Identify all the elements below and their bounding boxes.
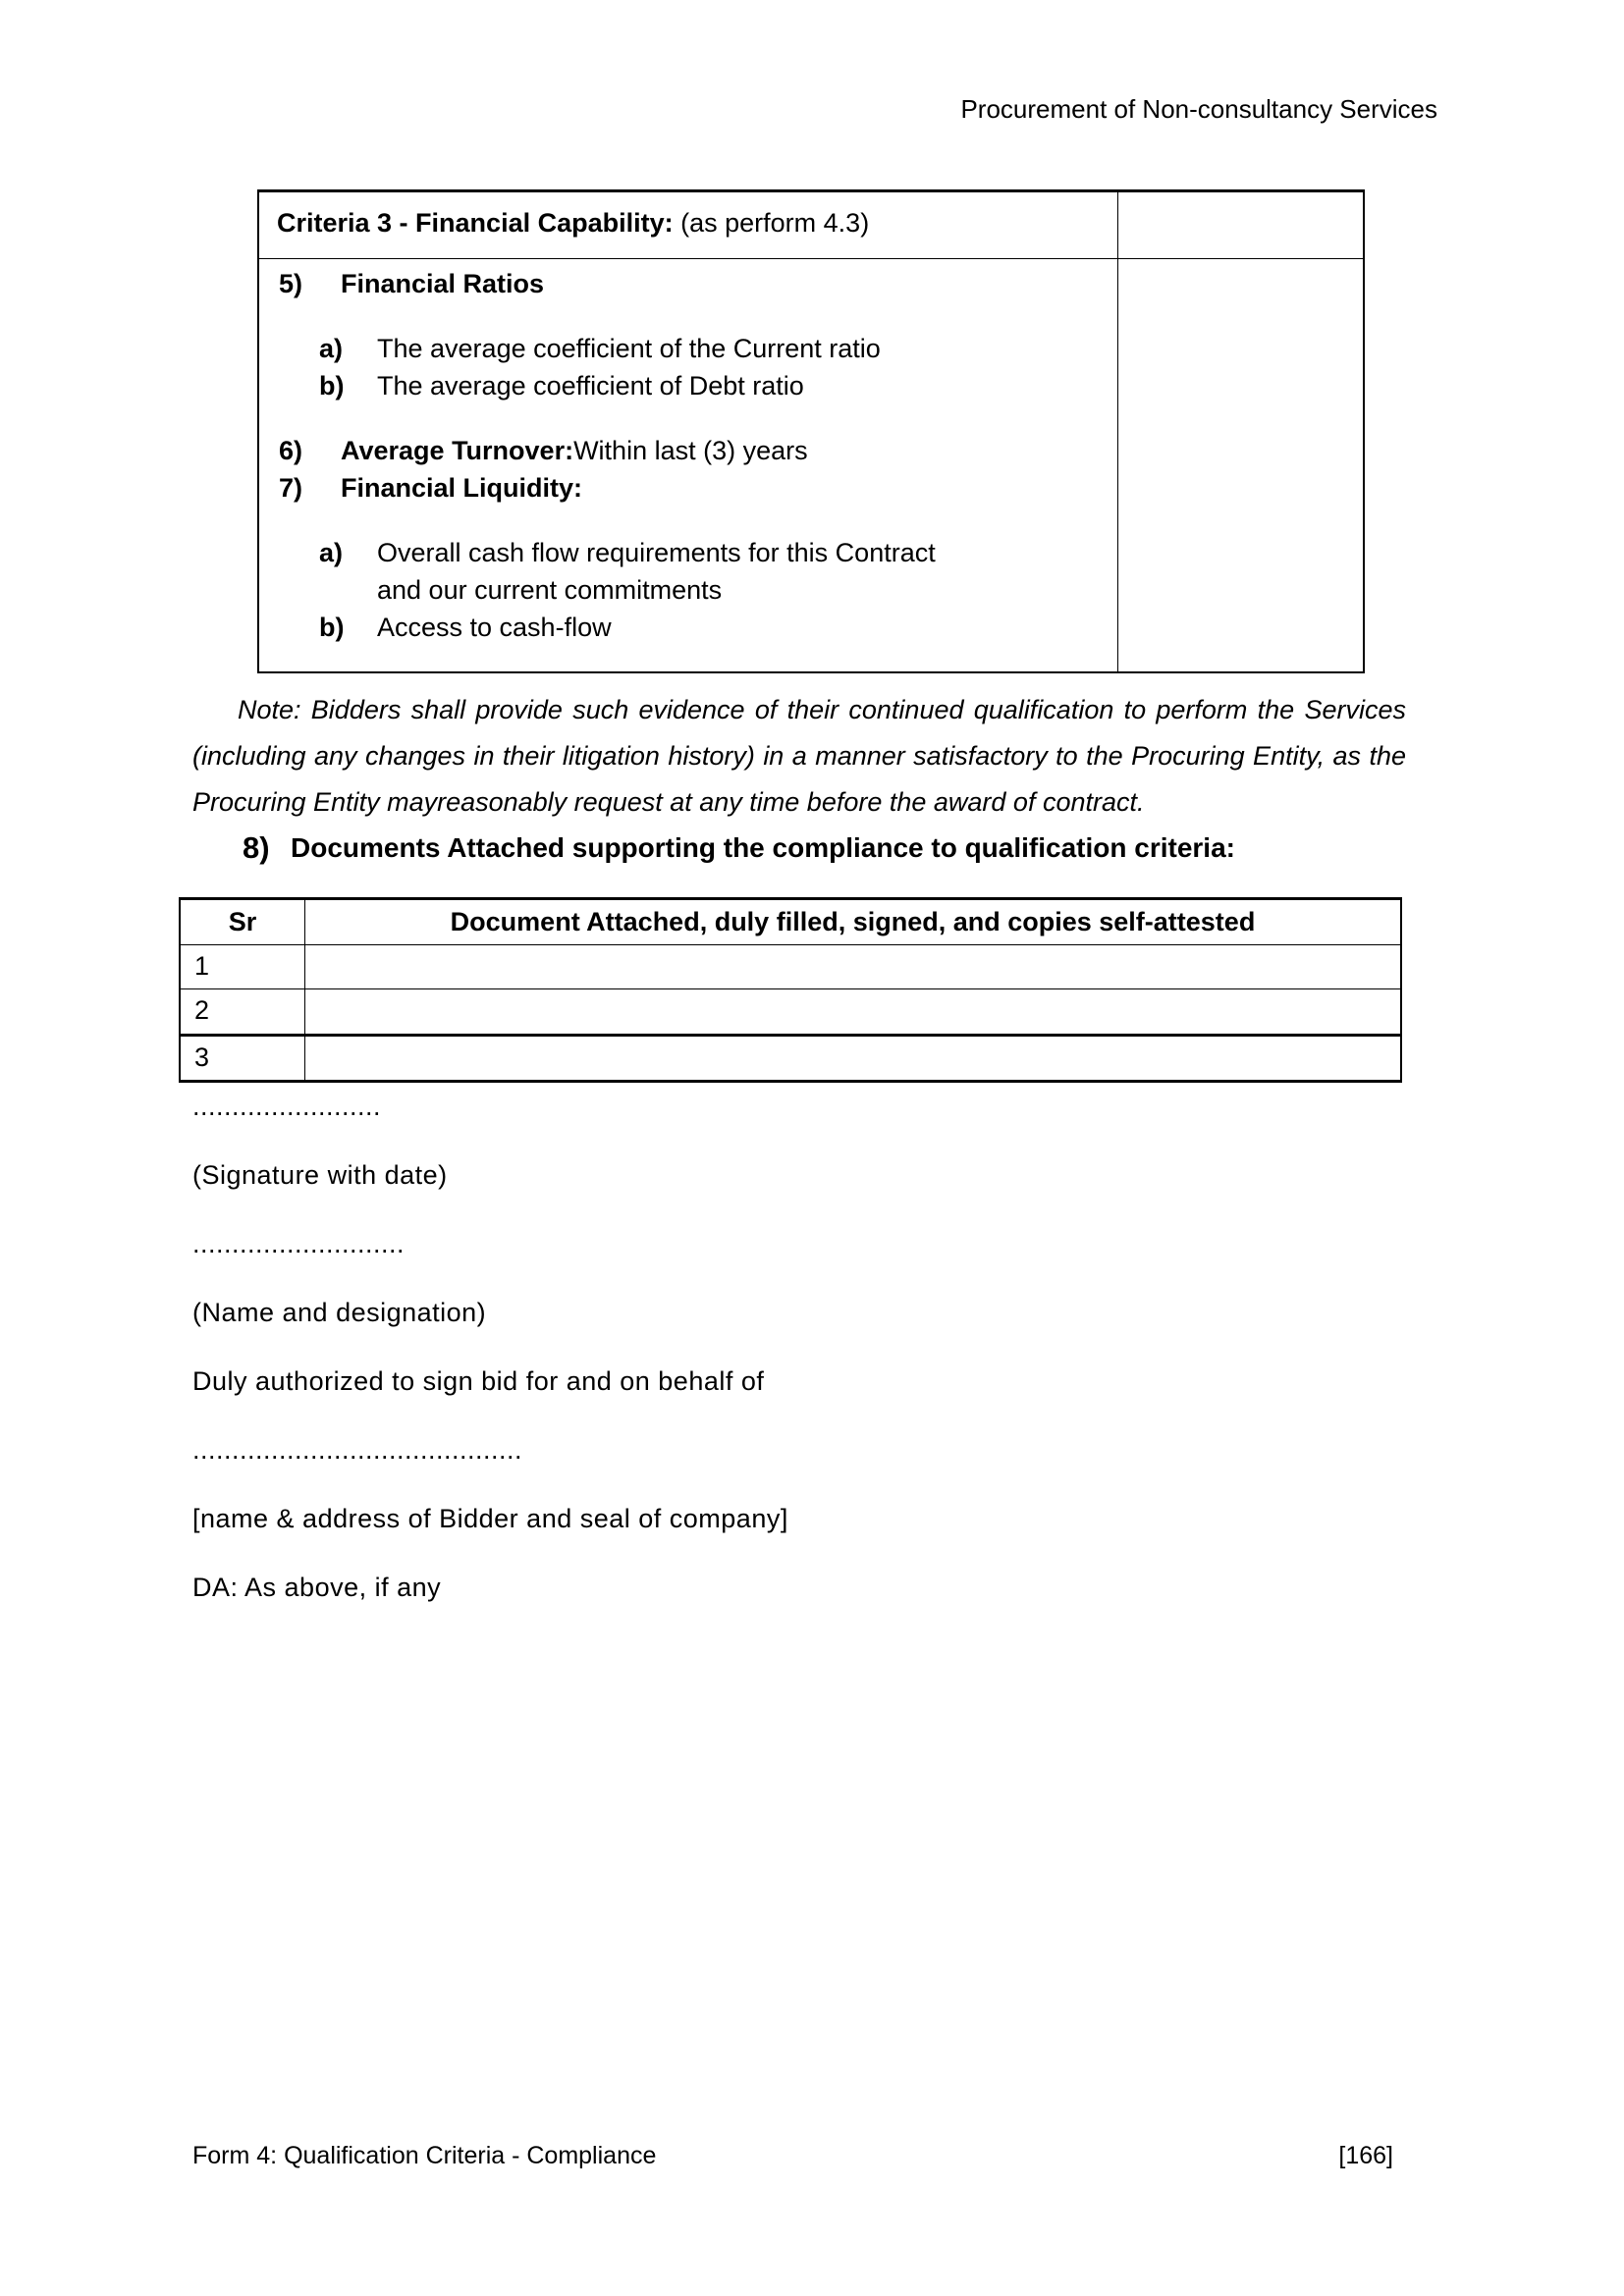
list-item-6-label-bold: Average Turnover: <box>341 436 574 465</box>
authorization-text: Duly authorized to sign bid for and on behalf of <box>192 1366 765 1396</box>
documents-table-sr-cell: 3 <box>181 1037 305 1080</box>
criteria-title-note: (as perform 4.3) <box>680 208 870 238</box>
documents-table-doc-header: Document Attached, duly filled, signed, and copies self-attested <box>450 907 1256 936</box>
documents-table-sr-cell: 1 <box>181 945 305 988</box>
sub-item-7b-text: Access to cash-flow <box>377 613 612 642</box>
name-dotted-line: ........................... <box>192 1229 406 1258</box>
list-item-7 <box>279 469 1098 507</box>
list-item-6-label <box>341 432 808 469</box>
list-item-6-number: 6) <box>279 436 303 465</box>
criteria-title: Criteria 3 - Financial Capability: <box>277 208 674 238</box>
table-row <box>181 989 1400 1037</box>
bidder-name-address-label: [name & address of Bidder and seal of company] <box>192 1504 788 1533</box>
list-item-5-number: 5) <box>279 269 303 298</box>
criteria-body-empty-cell <box>1118 259 1363 671</box>
da-text: DA: As above, if any <box>192 1573 442 1602</box>
criteria-title-empty-cell <box>1118 192 1363 258</box>
name-designation-label: (Name and designation) <box>192 1298 487 1327</box>
page-header: Procurement of Non-consultancy Services <box>960 94 1437 124</box>
documents-table-doc-cell <box>305 945 1400 988</box>
signature-block <box>192 1088 1076 1637</box>
section-8-heading <box>243 829 1235 867</box>
criteria-body-cell <box>259 259 1118 671</box>
list-item-6 <box>279 432 1098 469</box>
table-row <box>181 945 1400 989</box>
sub-item-7a-number: a) <box>319 538 344 567</box>
documents-table-doc-cell <box>305 1037 1400 1080</box>
sub-item-7a-text: Overall cash flow requirements for this Contract and our current commitments <box>377 538 936 605</box>
sub-item-5b-number: b) <box>319 371 345 400</box>
sub-item-7a <box>319 534 1098 609</box>
signature-dotted-line: ........................ <box>192 1092 382 1121</box>
signature-label: (Signature with date) <box>192 1160 448 1190</box>
list-item-5-label: Financial Ratios <box>341 269 545 298</box>
documents-table-header-row <box>181 900 1400 945</box>
criteria-title-cell <box>259 192 1118 258</box>
criteria-table <box>257 189 1365 673</box>
sub-item-7b-number: b) <box>319 613 345 642</box>
documents-table-doc-cell <box>305 989 1400 1034</box>
footer-page-number: [166] <box>1338 2142 1393 2169</box>
sub-item-5a-text: The average coefficient of the Current ratio <box>377 334 881 363</box>
list-item-6-label-normal: Within last (3) years <box>573 436 808 465</box>
table-row <box>181 1037 1400 1080</box>
sub-item-5b <box>319 367 1098 404</box>
documents-table <box>179 897 1402 1083</box>
list-item-7-label: Financial Liquidity: <box>341 473 583 503</box>
sub-item-7b <box>319 609 1098 646</box>
documents-table-sr-header: Sr <box>181 900 305 944</box>
note-paragraph: Note: Bidders shall provide such evidence of their continued qualification to perform the Services (including any changes in their litigation history) in a manner satisfactory to the Procuring Entity, as the Procuring Entity mayreasonably request at any time before the award of contract. <box>192 695 1406 817</box>
sub-item-5a <box>319 330 1098 367</box>
sub-list-financial-ratios <box>319 330 1098 404</box>
sub-list-financial-liquidity <box>319 534 1098 646</box>
footer-form-title: Form 4: Qualification Criteria - Compliance <box>192 2142 657 2169</box>
list-item-5 <box>279 265 1098 302</box>
sub-item-5b-text: The average coefficient of Debt ratio <box>377 371 804 400</box>
documents-table-sr-cell: 2 <box>181 989 305 1034</box>
bidder-dotted-line: .......................................... <box>192 1435 523 1465</box>
criteria-table-body-row <box>259 259 1363 671</box>
list-item-7-number: 7) <box>279 473 303 503</box>
sub-item-5a-number: a) <box>319 334 344 363</box>
section-8-number: 8) <box>243 830 270 865</box>
criteria-table-title-row <box>259 192 1363 259</box>
section-8-title: Documents Attached supporting the compliance to qualification criteria: <box>291 832 1235 863</box>
